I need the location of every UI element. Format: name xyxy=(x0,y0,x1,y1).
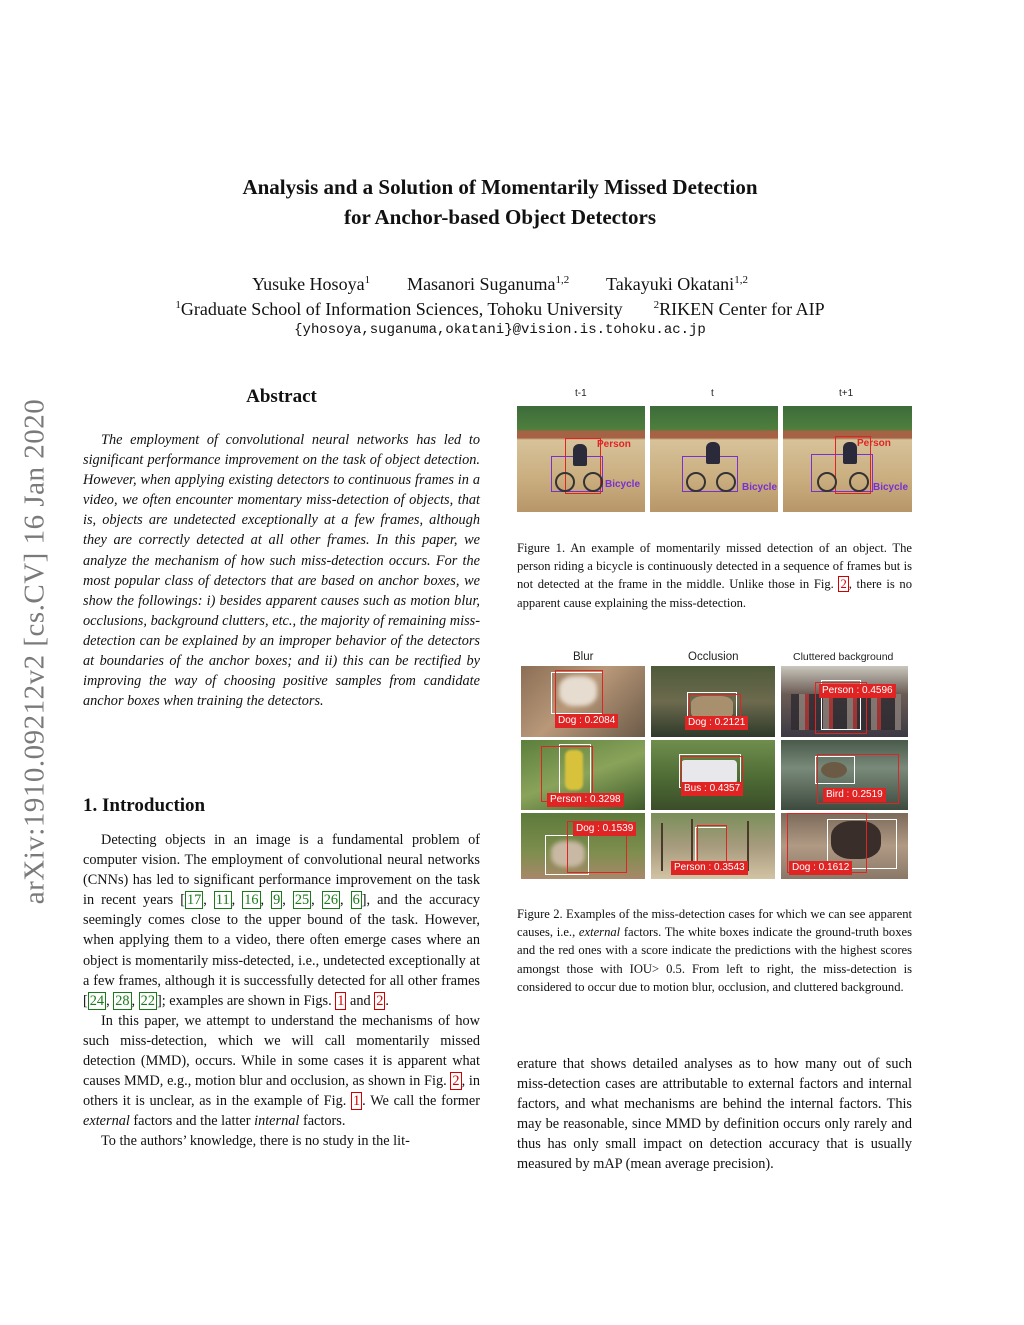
detection-label: Person : 0.3543 xyxy=(671,861,748,875)
frame-image-t xyxy=(650,406,778,512)
title-line-2: for Anchor-based Object Detectors xyxy=(343,205,656,229)
blur-image-2 xyxy=(521,740,645,810)
figure-ref-link[interactable]: 1 xyxy=(353,1093,361,1110)
detection-label: Person : 0.3298 xyxy=(547,793,624,807)
citation-link[interactable]: 16 xyxy=(244,892,259,909)
title-line-1: Analysis and a Solution of Momentarily Missed Detection xyxy=(242,175,758,199)
intro-paragraph-3-continued: erature that shows detailed analyses as to how many out of such miss-detection cases are attributable to external factors and internal factors, and what mechanisms are behind the internal factors. This may be reasonable, since MMD by definition occurs only rarely and thus has only small impact on detection accuracy that is usually measured by mAP (mean average precision). xyxy=(517,1056,912,1173)
author-3: Takayuki Okatani$^{1,2}$ xyxy=(605,274,748,294)
frame-image-t-minus-1 xyxy=(517,406,645,512)
intro-paragraph-1: Detecting objects in an image is a fundamental problem of computer vision. The employment of convolutional neural networks (CNNs) has led to significant performance improvement on the task in recent years [ 17 , 11 , 16 , 9 , 25 , 26 , 6 ], and the accuracy seemingly comes close to the upper bound of the task. However, when applying them to a video, there often emerge cases where an object is momentarily miss-detected, i.e., undetected exceptionally at a few frames, although it is successfully detected for all other frames [ 24 , 28 , 22 ]; examples are shown in Figs. 1 and 2 . xyxy=(83,832,480,1009)
author-email: {yhosoya,suganuma,okatani}@vision.is.tohoku.ac.jp xyxy=(294,322,706,338)
person-label: Person xyxy=(857,438,891,449)
cluttered-image-1 xyxy=(781,666,908,737)
figure-ref-link[interactable]: 2 xyxy=(452,1073,460,1090)
citation-link[interactable]: 22 xyxy=(140,992,155,1009)
column-label-occlusion: Occlusion xyxy=(688,651,739,663)
paper-title xyxy=(0,172,1000,232)
affiliation-2: $^2$RIKEN Center for AIP xyxy=(653,299,825,319)
cluttered-image-3 xyxy=(781,813,908,879)
figure-ref-link[interactable]: 1 xyxy=(337,992,345,1009)
occlusion-image-3 xyxy=(651,813,775,879)
detection-label: Dog : 0.2121 xyxy=(685,716,748,730)
column-label-blur: Blur xyxy=(573,651,594,663)
citation-link[interactable]: 17 xyxy=(186,892,202,909)
frame-label-t-plus-1: t+1 xyxy=(839,388,854,399)
column-label-cluttered: Cluttered background xyxy=(793,651,894,663)
affiliation-1: $^1$Graduate School of Information Sciences, Tohoku University xyxy=(175,299,623,319)
figure-1-caption: Figure 1. An example of momentarily missed detection of an object. The person riding a bicycle is continuously detected in a sequence of frames but is not detected at the frame in the middle. Unlike those in Fig. 2 , there is no apparent cause explaining the miss-detection. xyxy=(517,541,912,610)
detection-label: Bird : 0.2519 xyxy=(823,788,886,802)
blur-image-1 xyxy=(521,666,645,737)
figure-2 xyxy=(517,649,912,885)
detection-label: Person : 0.4596 xyxy=(819,684,896,698)
bicycle-label: Bicycle xyxy=(873,482,909,493)
author-1: Yusuke Hosoya$^1$ xyxy=(252,274,371,294)
citation-link[interactable]: 28 xyxy=(115,992,130,1009)
citation-link[interactable]: 11 xyxy=(215,892,230,909)
figure-1 xyxy=(517,388,912,518)
intro-paragraph-2: In this paper, we attempt to understand the mechanisms of how such miss-detection, which we will call momentarily missed detection (MMD), occurs. While in some cases it is apparent what causes MMD, e.g., motion blur and occlusion, as shown in Fig. 2 , in others it is unclear, as in the example of Fig. 1 . We call the former external factors and the latter internal factors. xyxy=(83,1012,480,1130)
arxiv-identifier: arXiv:1910.09212v2 [cs.CV] 16 Jan 2020 xyxy=(18,398,51,905)
detection-label: Dog : 0.2084 xyxy=(555,714,618,728)
occlusion-image-2 xyxy=(651,740,775,810)
frame-image-t-plus-1 xyxy=(783,406,912,512)
author-2: Masanori Suganuma$^{1,2}$ xyxy=(407,274,570,294)
detection-label: Dog : 0.1612 xyxy=(789,861,852,875)
citation-link[interactable]: 26 xyxy=(323,892,338,909)
person-label: Person xyxy=(597,439,631,450)
abstract-heading: Abstract xyxy=(246,386,317,407)
blur-image-3 xyxy=(521,813,645,879)
abstract-body: The employment of convolutional neural networks has led to significant performance improvement on the task of object detection. However, when applying existing detectors to continuous frames in a video, we often encounter momentary miss-detection of objects, that is, objects are undetected exceptionally at a few frames, although they are correctly detected at all other frames. In this paper, we analyze the mechanism of how such miss-detection occurs. For the most popular class of detectors that are based on anchor boxes, we show the followings: i) besides apparent causes such as motion blur, occlusions, background clutters, etc., the majority of remaining miss-detection can be explained by an improper behavior of the detectors at boundaries of the anchor boxes; and ii) this can be rectified by improving the way of choosing positive samples from candidate anchor boxes when training the detectors. xyxy=(83,432,480,710)
citation-link[interactable]: 6 xyxy=(352,892,360,909)
detection-label: Bus : 0.4357 xyxy=(681,782,743,796)
citation-link[interactable]: 24 xyxy=(89,992,105,1009)
bicycle-label: Bicycle xyxy=(605,479,641,490)
citation-link[interactable]: 9 xyxy=(273,892,281,909)
detection-label: Dog : 0.1539 xyxy=(573,822,636,836)
author-list xyxy=(0,268,1000,296)
figure-ref-link[interactable]: 2 xyxy=(840,577,847,592)
intro-body xyxy=(83,830,480,1152)
figure-ref-link[interactable]: 2 xyxy=(376,992,384,1009)
affiliations xyxy=(0,293,1000,321)
intro-heading: 1. Introduction xyxy=(83,795,206,816)
bicycle-label: Bicycle xyxy=(742,482,778,493)
occlusion-image-1 xyxy=(651,666,775,737)
figure-2-caption: Figure 2. Examples of the miss-detection cases for which we can see apparent causes, i.e., external factors. The white boxes indicate the ground-truth boxes and the red ones with a score indicate the predictions with the highest scores amongst those with IOU> 0.5. From left to right, the miss-detection is considered to occur due to motion blur, occlusion, and cluttered background. xyxy=(517,907,912,994)
citation-link[interactable]: 25 xyxy=(294,892,310,909)
frame-label-t-minus-1: t-1 xyxy=(575,388,587,399)
cluttered-image-2 xyxy=(781,740,908,810)
intro-paragraph-3: To the authors’ knowledge, there is no study in the lit- xyxy=(101,1133,410,1150)
frame-label-t: t xyxy=(711,388,714,399)
